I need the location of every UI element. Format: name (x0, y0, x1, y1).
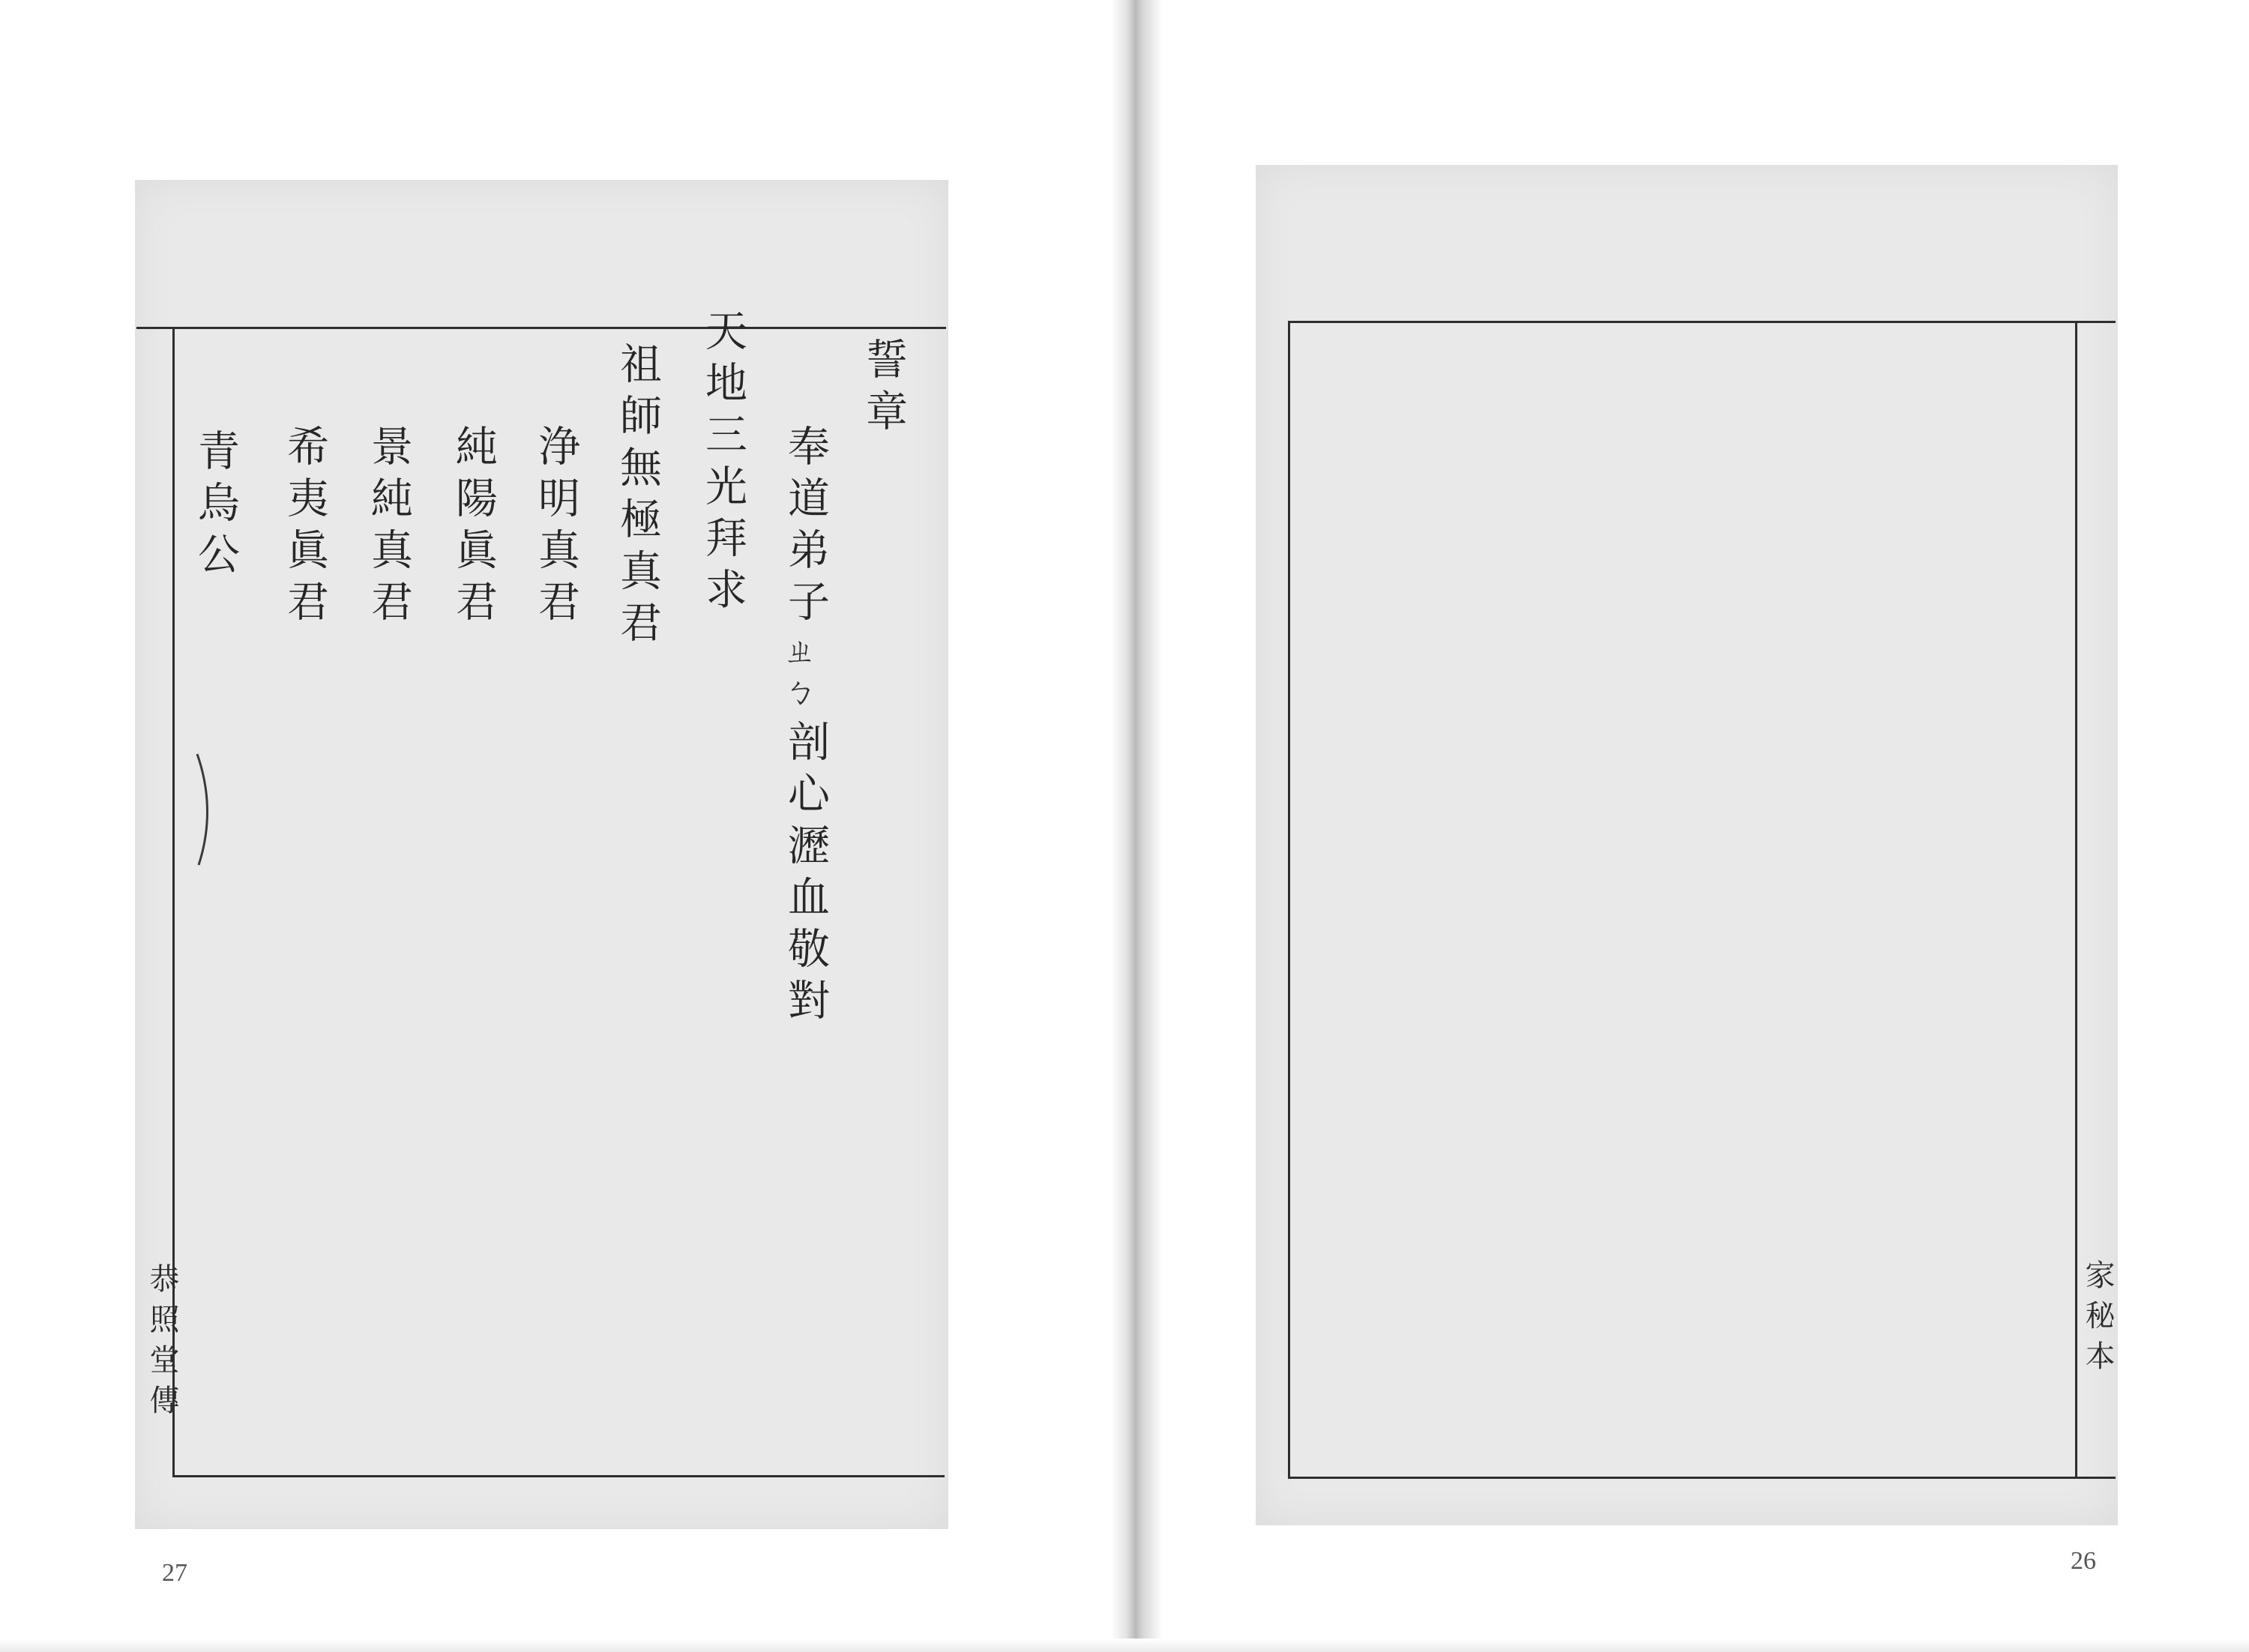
text-column-7: 希夷眞君 (280, 424, 329, 631)
page-number-left: 27 (162, 1559, 187, 1587)
page-edge-shadow (0, 1639, 2249, 1652)
page-number-right: 26 (2071, 1547, 2096, 1575)
text-column-1-top: 奉道弟子 (781, 424, 830, 631)
right-left-rule (1288, 321, 1290, 1479)
right-manuscript-scan (1256, 165, 2118, 1525)
left-bottom-rule (172, 1475, 945, 1477)
left-top-rule (136, 327, 946, 329)
oath-heading: 誓章 (859, 337, 908, 441)
text-column-4: 浄明真君 (532, 424, 580, 631)
text-column-1-bottom: 剖心瀝血敬對 (781, 720, 830, 1030)
text-column-1-note: ㄓㄅ (777, 633, 816, 714)
text-column-3: 祖師無極真君 (613, 342, 662, 652)
text-column-8: 青烏公 (191, 429, 240, 584)
right-top-rule (1288, 321, 2116, 323)
book-gutter (1111, 0, 1162, 1652)
right-bottom-rule (1288, 1477, 2116, 1479)
right-margin-label: 家秘本 (2080, 1259, 2115, 1381)
text-column-6: 景純真君 (364, 424, 413, 631)
text-column-2: 天地三光拜求 (699, 309, 747, 619)
left-margin-label: 恭照堂傳 (145, 1263, 179, 1425)
text-column-5: 純陽眞君 (449, 424, 498, 631)
bracket-mark (191, 750, 221, 869)
